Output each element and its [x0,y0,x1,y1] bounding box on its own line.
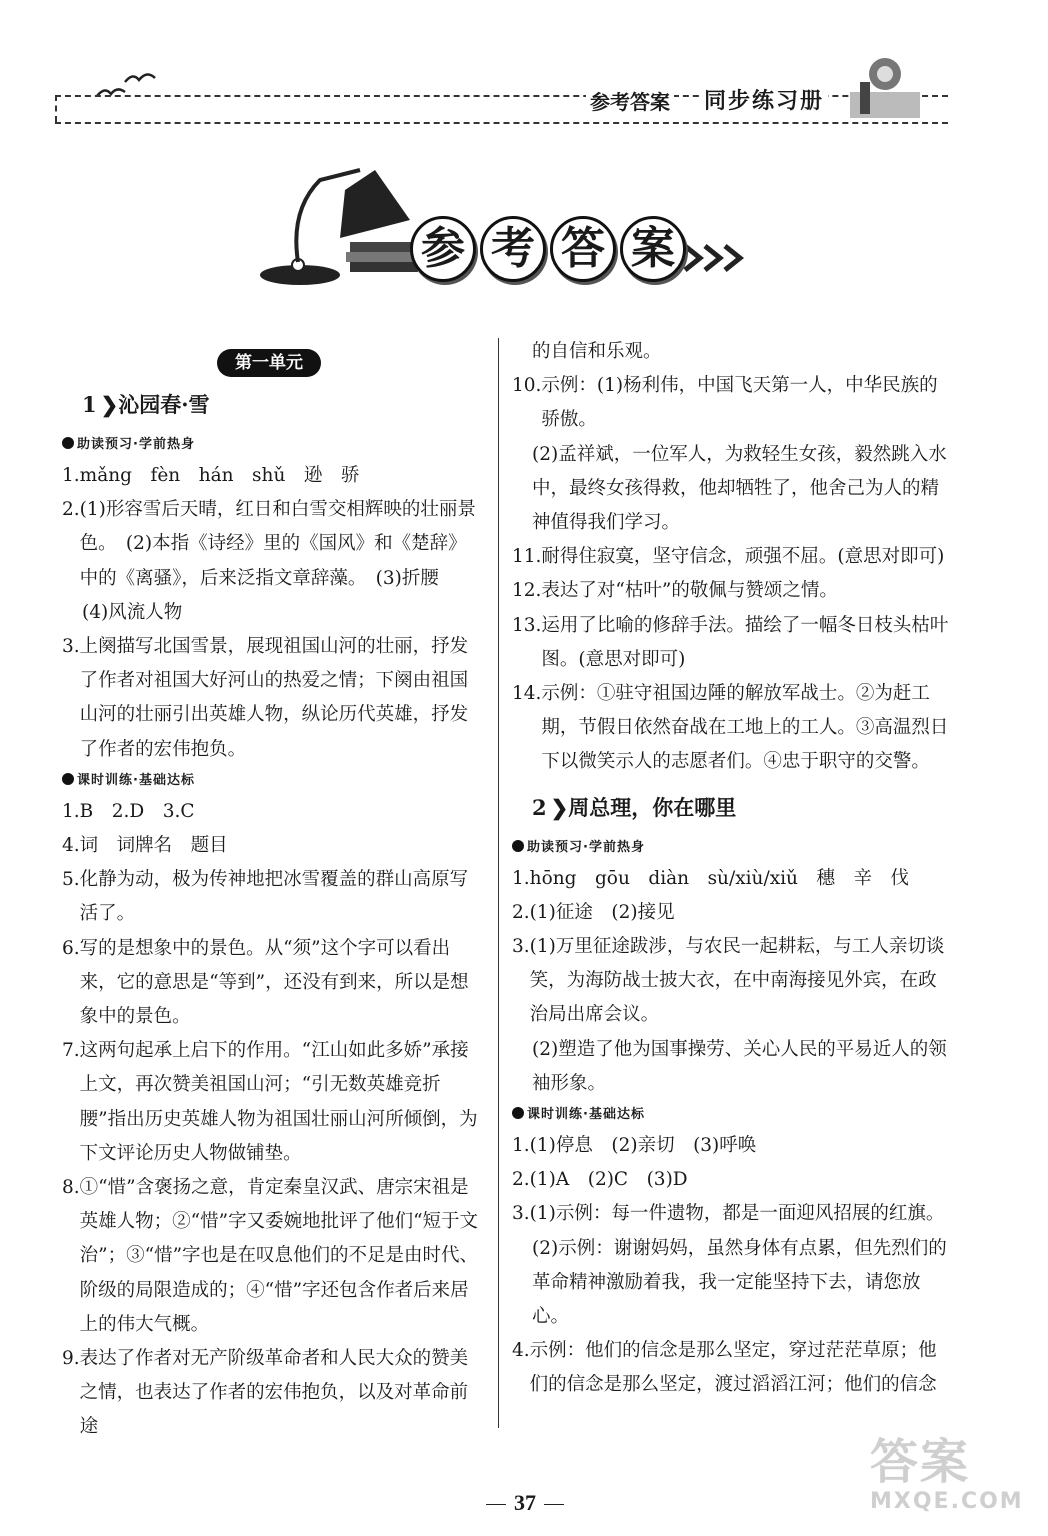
item-number: 10. [512,375,542,397]
banner-char: 案 [620,216,686,282]
bullet-icon [512,1107,524,1119]
header-book-label: 同步练习册 [700,84,828,115]
item-text: mǎng fèn hán shǔ 逊 骄 [79,465,360,486]
item-text: 1.B 2.D 3.C [62,800,195,822]
left-column [62,335,482,1445]
item-number: 8. [62,1177,80,1199]
page-number-dash [486,1504,506,1505]
banner-char: 答 [550,216,616,282]
lesson-arrow-icon: ❯ [550,794,569,820]
item-text: 上阕描写北国雪景，展现祖国山河的壮丽，抒发了作者对祖国大好河山的热爱之情；下阕由祖国山河的壮丽引出英雄人物，纵论历代英雄，抒发了作者的宏伟抱负。 [79,636,469,760]
banner-char: 考 [480,216,546,282]
item-number: 1. [512,867,530,889]
unit-badge: 第一单元 [217,349,321,377]
answer-item [512,677,952,780]
item-number: 5. [62,869,80,891]
item-number: 2. [512,901,530,923]
item-text: 表达了作者对无产阶级革命者和人民大众的赞美之情，也表达了作者的宏伟抱负，以及对革命前途 [79,1348,469,1438]
section-label [512,834,952,862]
section-label-text: 助读预习·学前热身 [77,437,195,452]
lesson-name: 沁园春·雪 [118,392,210,417]
item-text: 词 词牌名 题目 [79,835,228,857]
lesson-1-title [82,385,482,425]
item-number: 12. [512,580,542,602]
bullet-icon [512,840,524,852]
item-number: 2. [62,499,80,521]
answer-item [62,795,482,829]
watermark-logo [870,1435,1024,1514]
answer-item [512,896,952,930]
desk-ornament-icon [840,52,930,122]
item-text: ①“惜”含褒扬之意，肯定秦皇汉武、唐宗宋祖是英雄人物；②“惜”字又委婉地批评了他们“短于文治”；③“惜”字也是在叹息他们的不足是由时代、阶级的局限造成的；④“惜”字还包含作者后来居上的伟大气概。 [79,1177,479,1335]
item-text: 耐得住寂寞，坚守信念，顽强不屈。(意思对即可) [541,546,945,568]
answer-item [62,459,482,493]
answer-item [512,930,952,1033]
header-answers-label: 参考答案 [586,86,674,115]
answer-item [62,630,482,767]
bullet-icon [62,773,74,785]
item-text: (1)示例：每一件遗物，都是一面迎风招展的红旗。 [529,1203,945,1225]
item-text: 示例：他们的信念是那么坚定，穿过茫茫草原；他们的信念是那么坚定，渡过滔滔江河；他们的信念 [529,1340,937,1396]
page-number-value: 37 [514,1490,536,1515]
answer-item [62,1342,482,1445]
section-label [512,1101,952,1129]
item-text: hōng gōu diàn sù/xiù/xiǔ 穗 辛 伐 [529,867,909,889]
item-text: 示例：(1)杨利伟，中国飞天第一人，中华民族的骄傲。 [541,375,938,431]
item-text: (1)征途 (2)接见 [529,901,675,923]
item-text: 运用了比喻的修辞手法。描绘了一幅冬日枝头枯叶图。(意思对即可) [541,614,949,670]
page-number-dash [544,1504,564,1505]
right-column [512,335,952,1403]
item-number: 3. [512,936,530,958]
lesson-arrow-icon: ❯ [100,392,119,417]
item-text: (1)停息 (2)亲切 (3)呼唤 [529,1135,757,1157]
answer-continuation: (4)风流人物 [82,601,183,623]
lesson-number: 1 [82,392,97,417]
answer-continuation: 的自信和乐观。 [532,341,662,362]
item-number: 6. [62,937,80,959]
item-number: 4. [62,835,80,857]
watermark-bottom-text: MXQE.COM [870,1489,1024,1514]
title-banner [250,150,760,300]
answer-item [62,932,482,1035]
answer-item [512,1163,952,1197]
answer-item [512,574,952,608]
page-header [0,0,1048,135]
answer-item [62,863,482,931]
item-number: 1. [62,465,80,486]
section-label-text: 课时训练·基础达标 [77,772,195,788]
item-number: 2. [512,1169,530,1191]
lesson-number: 2 [532,794,547,820]
answer-item [62,829,482,863]
header-dashed-line-left [55,95,57,122]
header-dashed-line-bottom [55,122,948,124]
answer-continuation: (2)塑造了他为国事操劳、关心人民的平易近人的领袖形象。 [532,1038,947,1094]
answer-item [512,862,952,896]
column-divider [498,338,499,1428]
item-number: 14. [512,683,542,705]
answer-item [512,540,952,574]
answer-item [62,1034,482,1171]
item-number: 7. [62,1040,80,1062]
answer-item [512,1129,952,1163]
answer-item [512,369,952,437]
item-text: 表达了对“枯叶”的敬佩与赞颂之情。 [541,580,838,602]
answer-item [62,1171,482,1342]
item-number: 3. [512,1203,530,1225]
section-label [62,431,482,459]
answer-item [512,1334,952,1402]
item-text: (1)万里征途跋涉，与农民一起耕耘，与工人亲切谈笑，为海防战士披大衣，在中南海接见外宾，在政治局出席会议。 [529,936,945,1026]
item-number: 1. [512,1135,530,1157]
item-text: (1)A (2)C (3)D [529,1169,688,1191]
section-label-text: 课时训练·基础达标 [527,1107,645,1123]
page-number [478,1490,572,1516]
bullet-icon [62,437,74,449]
item-text: 示例：①驻守祖国边陲的解放军战士。②为赶工期，节假日依然奋战在工地上的工人。③高温烈日下以微笑示人的志愿者们。④忠于职守的交警。 [541,683,949,773]
answer-item [62,493,482,596]
banner-char: 参 [410,216,476,282]
answer-item [512,609,952,677]
item-text: 写的是想象中的景色。从“须”这个字可以看出来，它的意思是“等到”，还没有到来，所以是想象中的景色。 [79,937,469,1028]
item-number: 13. [512,614,542,636]
item-text: (1)形容雪后天晴，红日和白雪交相辉映的壮丽景色。 (2)本指《诗经》里的《国风》和《楚辞》中的《离骚》，后来泛指文章辞藻。 (3)折腰 [79,499,476,589]
banner-title [410,216,686,282]
answer-continuation: (2)孟祥斌，一位军人，为救轻生女孩，毅然跳入水中，最终女孩得救，他却牺牲了，他舍己为人的精神值得我们学习。 [532,443,947,534]
item-text: 化静为动，极为传神地把冰雪覆盖的群山高原写活了。 [79,869,469,925]
answer-continuation: (2)示例：谢谢妈妈，虽然身体有点累，但先烈们的革命精神激励着我，我一定能坚持下去，请您放心。 [532,1237,947,1328]
item-number: 9. [62,1348,80,1370]
item-number: 4. [512,1340,530,1362]
item-number: 3. [62,636,80,658]
lesson-name: 周总理，你在哪里 [568,794,737,820]
lesson-2-title [532,788,952,828]
section-label [62,767,482,795]
item-text: 这两句起承上启下的作用。“江山如此多娇”承接上文，再次赞美祖国山河；“引无数英雄竞折腰”指出历史英雄人物为祖国壮丽山河所倾倒，为下文评论历史人物做铺垫。 [79,1040,478,1164]
item-number: 11. [512,546,542,568]
section-label-text: 助读预习·学前热身 [527,839,645,855]
birds-icon [95,68,165,108]
answer-item [512,1197,952,1231]
watermark-top-text: 答案 [870,1434,971,1490]
